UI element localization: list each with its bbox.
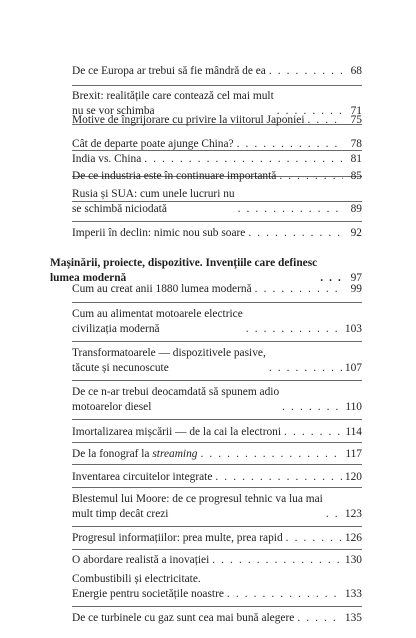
toc-entry-title: Blestemul lui Moore: de ce progresul tehnic va lua mai: [72, 493, 323, 505]
toc-page-number: 130: [344, 554, 362, 566]
toc-entry-title: Transformatoarele — dispozitivele pasive,: [72, 347, 266, 359]
leader-dots: [297, 611, 342, 626]
leader-dots: [282, 400, 342, 415]
toc-entry-title: India vs. China: [72, 153, 142, 165]
leader-dots: [200, 447, 342, 462]
toc-entry: [72, 187, 362, 216]
leader-dots: [237, 137, 343, 152]
toc-entry-title: Cum au alimentat motoarele electrice: [72, 308, 243, 320]
toc-page-number: 97: [350, 271, 362, 284]
entry-divider: [72, 85, 362, 86]
toc-section-title-cont: lumea modernă: [50, 271, 127, 284]
toc-entry-title: De ce industria este în continuare importantă: [72, 170, 277, 182]
toc-entry-title-italic: streaming: [152, 448, 198, 460]
toc-entry: [72, 447, 362, 462]
toc-entry-title: Brexit: realitățile care contează cel mai mult: [72, 90, 274, 102]
entry-divider: [72, 419, 362, 420]
toc-page-number: 135: [344, 612, 362, 624]
toc-entry: [72, 385, 362, 414]
toc-entry: [72, 113, 362, 128]
toc-entry: [72, 611, 362, 626]
toc-page-number: 123: [344, 507, 362, 520]
toc-page-number: 71: [350, 104, 362, 117]
toc-entry: [72, 169, 362, 184]
toc-entry-title: Combustibili și electricitate.: [72, 573, 201, 585]
toc-entry-title: De la fonograf la streaming: [72, 448, 198, 460]
toc-entry-title: Cum au creat anii 1880 lumea modernă: [72, 283, 252, 295]
toc-page-number: 78: [350, 138, 362, 150]
leader-dots: [144, 152, 343, 167]
toc-page-number: 89: [350, 202, 362, 215]
toc-entry: [72, 470, 362, 485]
toc-entry-title-cont: motoarelor diesel: [72, 400, 152, 413]
toc-entry-title: Progresul informațiilor: prea multe, prea rapid: [72, 532, 283, 544]
toc-section-heading: [50, 256, 362, 285]
leader-dots: [227, 587, 342, 602]
toc-entry: [72, 553, 362, 568]
toc-page-number: 99: [350, 283, 362, 295]
toc-entry-title-cont: Energie pentru societățile noastre: [72, 587, 224, 600]
entry-divider: [72, 526, 362, 527]
leader-dots: [326, 507, 342, 522]
toc-entry-title: Imperii în declin: nimic nou sub soare: [72, 227, 246, 239]
toc-entry: [72, 492, 362, 521]
leader-dots: [246, 322, 342, 337]
toc-page-number: 126: [344, 532, 362, 544]
leader-dots: [308, 113, 344, 128]
toc-entry: [72, 531, 362, 546]
toc-page-number: 81: [350, 153, 362, 165]
leader-dots: [269, 361, 342, 376]
leader-dots: [286, 531, 342, 546]
toc-entry: [72, 226, 362, 241]
entry-divider: [72, 221, 362, 222]
toc-entry-title: De ce Europa ar trebui să fie mândră de ea: [72, 65, 266, 77]
toc-entry-title-cont: tăcute și necunoscute: [72, 361, 169, 374]
toc-page-number: 110: [345, 400, 362, 413]
entry-divider: [72, 487, 362, 488]
toc-entry: [72, 572, 362, 601]
toc-page-number: 107: [344, 361, 362, 374]
toc-page-number: 103: [344, 322, 362, 335]
leader-dots: [269, 64, 343, 79]
entry-divider: [72, 442, 362, 443]
toc-page-number: 117: [345, 448, 362, 460]
entry-divider: [72, 302, 362, 303]
toc-entry-title: Imortalizarea mișcării — de la cai la electroni: [72, 426, 282, 438]
toc-page-number: 85: [350, 170, 362, 182]
toc-entry: [72, 425, 362, 440]
toc-entry-title: Inventarea circuitelor integrate: [72, 471, 213, 483]
leader-dots: [238, 202, 343, 217]
toc-entry: [72, 282, 362, 297]
toc-entry-title-cont: civilizația modernă: [72, 322, 160, 335]
entry-divider: [72, 341, 362, 342]
leader-dots: [284, 425, 342, 440]
toc-entry-title: Rusia și SUA: cum unele lucruri nu: [72, 188, 235, 200]
toc-entry: [72, 152, 362, 167]
toc-page-number: 68: [350, 65, 362, 77]
toc-section-title: Mașinării, proiecte, dispozitive. Invențiile care definesc: [50, 257, 318, 269]
leader-dots: [212, 553, 342, 568]
entry-divider: [72, 549, 362, 550]
leader-dots: [279, 169, 343, 184]
toc-entry: [72, 64, 362, 79]
leader-dots: [255, 282, 343, 297]
toc-page-number: 114: [345, 426, 362, 438]
toc-page-number: 75: [350, 114, 362, 126]
toc-page-number: 92: [350, 227, 362, 239]
toc-entry-title: O abordare realistă a inovației: [72, 554, 210, 566]
entry-divider: [72, 380, 362, 381]
toc-entry-title: De ce n-ar trebui deocamdată să spunem adio: [72, 386, 280, 398]
leader-dots: [248, 226, 343, 241]
toc-entry-title-cont: nu se vor schimba: [72, 104, 155, 117]
toc-entry-title: De ce turbinele cu gaz sunt cea mai bună alegere: [72, 612, 295, 624]
entry-divider: [72, 464, 362, 465]
toc-entry: [72, 346, 362, 375]
toc-page-number: 133: [344, 587, 362, 600]
toc-entry-title-cont: mult timp decât crezi: [72, 507, 169, 520]
toc-entry: [72, 307, 362, 336]
toc-entry-title: Motive de îngrijorare cu privire la viitorul Japoniei: [72, 114, 305, 126]
toc-page-number: 120: [344, 471, 362, 483]
toc-entry-title: Cât de departe poate ajunge China?: [72, 138, 234, 150]
entry-divider: [72, 606, 362, 607]
toc-entry: [72, 137, 362, 152]
leader-dots: [215, 470, 342, 485]
toc-entry-title-cont: se schimbă niciodată: [72, 202, 167, 215]
